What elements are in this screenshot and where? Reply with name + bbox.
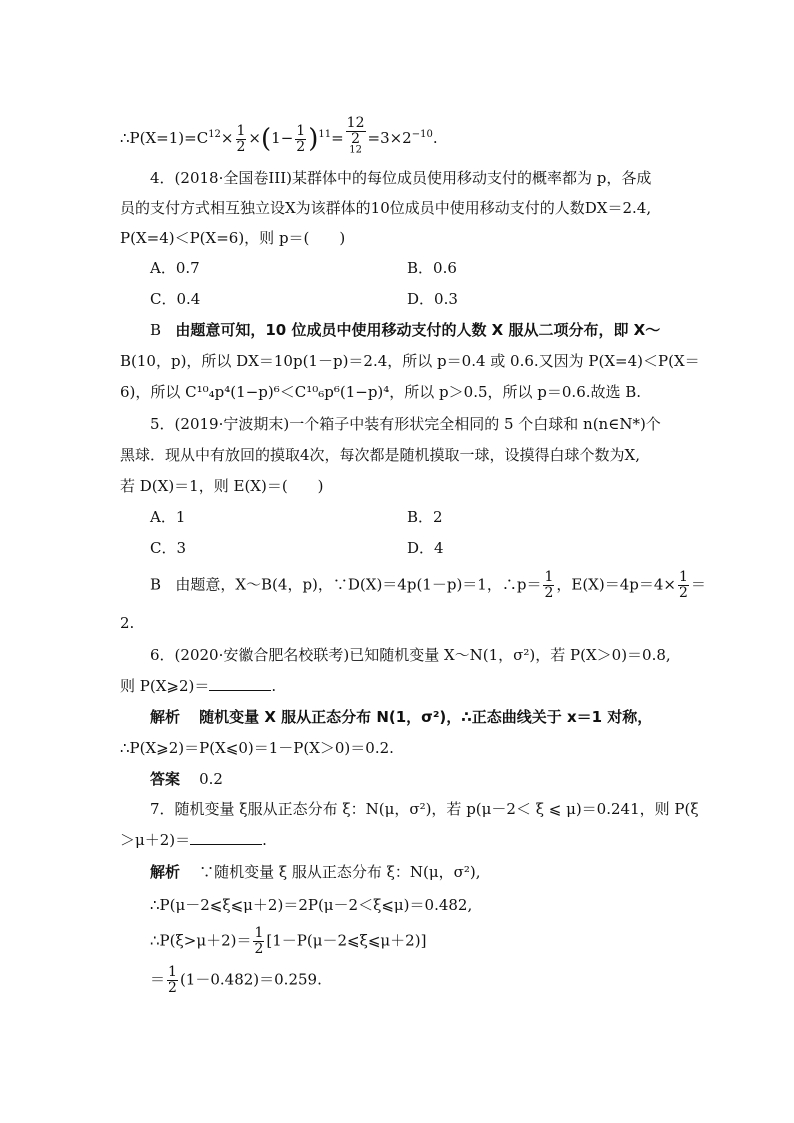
q5-answer-line1: [150, 570, 706, 601]
q4-stem-line3: P(X=4)＜P(X=6)，则 p＝( ): [120, 229, 346, 247]
q7-jiexi-label: 解析: [150, 863, 181, 881]
q5-answer-part3: ＝: [690, 575, 706, 594]
q6-jiexi-text1: 随机变量 X 服从正态分布 N(1，σ²)，∴正态曲线关于 x＝1 对称，: [199, 708, 653, 726]
q6-answer-line: [150, 769, 223, 789]
q5-answer-part2: ，E(X)＝4p＝4×: [556, 575, 676, 594]
q6-stem-end: .: [271, 677, 277, 695]
q5-option-d[interactable]: D．4: [407, 539, 444, 557]
q7-half-den-2: 2: [168, 980, 177, 996]
q3-12-den-base: 2: [351, 131, 361, 147]
q4-stem-line2: 员的支付方式相互独立设X为该群体的10位成员中使用移动支付的人数DX＝2.4,: [120, 199, 652, 217]
q5-half-den: 2: [544, 585, 554, 601]
q7-jiexi-text4a: ＝: [150, 970, 166, 989]
q7-jiexi-line4: [150, 965, 322, 996]
q7-half-num-2: 1: [168, 964, 177, 980]
q5-answer-part1: 由题意，X～B(4，p)，∵D(X)＝4p(1－p)＝1，∴p＝: [175, 575, 542, 594]
q5-answer-letter: B: [150, 575, 162, 594]
q6-stem-line2: [120, 676, 276, 696]
q4-option-c[interactable]: C．0.4: [150, 290, 201, 308]
q3-12-den: [346, 132, 366, 162]
q5-answer-line2: 2.: [120, 614, 135, 632]
q3-sup-neg10: −10: [411, 129, 433, 140]
q3-paren-open: (: [261, 124, 272, 154]
q3-paren-close: ): [308, 124, 319, 154]
q7-jiexi-line3: [150, 926, 426, 957]
q6-answer-value: 0.2: [199, 770, 223, 788]
q7-answer-blank[interactable]: [190, 830, 262, 845]
q3-half-fraction-2: [295, 124, 306, 155]
q7-stem-line1: 7．随机变量 ξ服从正态分布 ξ：N(μ，σ²)，若 p(μ－2＜ ξ ⩽ μ)＝0.241，则 P(ξ: [150, 800, 699, 818]
q7-stem-end: .: [262, 831, 267, 849]
q5-stem-line3: 若 D(X)＝1，则 E(X)＝( ): [120, 477, 324, 495]
q3-end: .: [432, 129, 438, 147]
q5-option-a[interactable]: A．1: [150, 508, 186, 526]
q3-sup-11: 11: [318, 129, 332, 140]
q3-12-den-sup: 12: [349, 144, 362, 156]
q7-jiexi-line2: ∴P(μ－2⩽ξ⩽μ＋2)＝2P(μ－2＜ξ⩽μ)＝0.482,: [150, 896, 473, 914]
q5-half-den-2: 2: [678, 585, 688, 601]
q4-answer-line1: [150, 320, 660, 340]
q7-jiexi-text3b: [1－P(μ－2⩽ξ⩽μ＋2)]: [266, 931, 427, 950]
q7-jiexi-line1: [150, 862, 481, 882]
q3-half-num: 1: [236, 122, 246, 139]
q3-eq2: =3×2: [367, 129, 412, 147]
q3-sup-12: 12: [208, 129, 221, 140]
q6-answer-label: 答案: [150, 770, 181, 788]
q4-answer-line3: 6)，所以 C¹⁰₄p⁴(1−p)⁶＜C¹⁰₆p⁶(1−p)⁴，所以 p＞0.5，所以 p＝0.6.故选 B.: [120, 383, 642, 401]
q3-half-den-2: 2: [296, 138, 306, 155]
q5-half-fraction-2: [678, 570, 689, 601]
q5-stem-line1: 5．(2019·宁波期末)一个箱子中装有形状完全相同的 5 个白球和 n(n∈N*)个: [150, 415, 661, 433]
q7-half-fraction-2: [167, 965, 178, 996]
q5-option-b[interactable]: B．2: [407, 508, 443, 526]
q3-times: ×: [220, 129, 234, 147]
q3-half-fraction: [236, 124, 247, 155]
q4-stem-line1: 4．(2018·全国卷III)某群体中的每位成员使用移动支付的概率都为 p，各成: [150, 169, 652, 187]
q6-stem-line1: 6．(2020·安徽合肥名校联考)已知随机变量 X～N(1，σ²)，若 P(X＞0)＝0.8,: [150, 646, 671, 664]
q3-12-num: 12: [346, 115, 365, 131]
q7-jiexi-text1: ∵随机变量 ξ 服从正态分布 ξ：N(μ，σ²),: [199, 863, 481, 881]
q4-answer-text1: 由题意可知，10 位成员中使用移动支付的人数 X 服从二项分布，即 X～: [175, 321, 661, 339]
q6-stem-text: 则 P(X⩾2)＝: [120, 677, 210, 695]
q7-stem-line2: [120, 830, 267, 850]
q5-option-c[interactable]: C．3: [150, 539, 187, 557]
q3-sol-prefix: ∴P(X=1)=C: [120, 129, 209, 147]
q4-option-d[interactable]: D．0.3: [407, 290, 458, 308]
q3-half-den: 2: [236, 138, 246, 155]
q4-option-b[interactable]: B．0.6: [407, 259, 457, 277]
q5-half-fraction: [543, 570, 554, 601]
q7-half-fraction: [253, 926, 264, 957]
q7-stem-text: ＞μ＋2)＝: [120, 831, 191, 849]
q3-half-num-2: 1: [296, 122, 306, 139]
q7-half-den: 2: [254, 941, 264, 957]
q5-stem-line2: 黑球．现从中有放回的摸取4次，每次都是随机摸取一球，设摸得白球个数为X,: [120, 446, 640, 464]
q7-jiexi-text4b: (1－0.482)＝0.259.: [179, 970, 322, 989]
q3-eq: =: [331, 129, 344, 147]
q6-answer-blank[interactable]: [209, 676, 271, 691]
q4-answer-letter: B: [150, 321, 162, 339]
q7-half-num: 1: [254, 925, 264, 941]
q7-jiexi-text3a: ∴P(ξ>μ＋2)＝: [150, 931, 252, 950]
q3-12-fraction: [346, 116, 366, 162]
q6-jiexi-line1: [150, 707, 652, 727]
q3-times-2: ×: [248, 129, 261, 147]
q3-solution-line: [120, 116, 438, 162]
q5-half-num-2: 1: [678, 569, 688, 585]
q4-answer-line2: B(10，p)，所以 DX＝10p(1－p)＝2.4，所以 p＝0.4 或 0.6.又因为 P(X=4)＜P(X＝: [120, 352, 700, 370]
q3-one-minus: 1−: [271, 129, 294, 147]
q6-jiexi-line2: ∴P(X⩾2)＝P(X⩽0)＝1－P(X＞0)＝0.2.: [120, 739, 394, 757]
q4-option-a[interactable]: A．0.7: [150, 259, 200, 277]
q5-half-num: 1: [544, 569, 554, 585]
q6-jiexi-label: 解析: [150, 708, 181, 726]
